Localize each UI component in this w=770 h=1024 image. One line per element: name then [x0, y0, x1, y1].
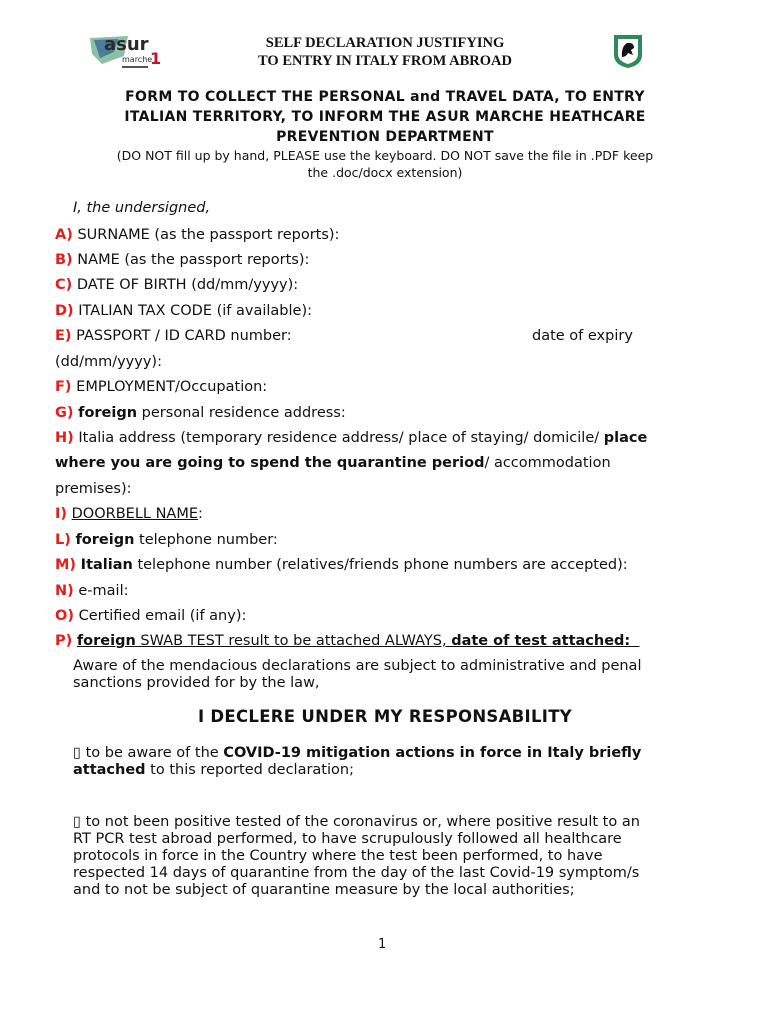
- field-letter: L): [55, 532, 71, 548]
- field-label: DOORBELL NAME: [71, 506, 199, 522]
- field-letter: O): [55, 608, 74, 624]
- field-label: date of expiry: [532, 328, 633, 344]
- declaration-item-1: ▯ to be aware of the COVID-19 mitigation actions in force in Italy briefly attached to this reported declaration;: [73, 745, 642, 778]
- field-doorbell-name[interactable]: [55, 504, 203, 524]
- region-shield-icon: [612, 33, 644, 69]
- field-label: PASSPORT / ID CARD number:: [76, 328, 292, 344]
- field-label: (dd/mm/yyyy):: [55, 354, 162, 370]
- note-line1: (DO NOT fill up by hand, PLEASE use the keyboard. DO NOT save the file in .PDF keep: [116, 148, 654, 163]
- field-surname[interactable]: [55, 225, 339, 245]
- form-title-line1: FORM TO COLLECT THE PERSONAL and TRAVEL DATA, TO ENTRY: [125, 89, 645, 105]
- field-label-bold: foreign: [78, 405, 138, 421]
- field-label: personal residence address:: [137, 405, 346, 421]
- field-label: / accommodation: [484, 455, 611, 471]
- field-letter: D): [55, 303, 74, 319]
- field-certified-email[interactable]: [55, 606, 246, 626]
- declaration-item-2: ▯ to not been positive tested of the coronavirus or, where positive result to an RT PCR test abroad performed, to have scrupulously followed all healthcare protocols in force in the Country where the test been performed, to have respected 14 days of quarantine from the day of the last Covid-19 symptom/s and to not be subject of quarantine measure by the local authorities;: [73, 814, 640, 898]
- field-label: e-mail:: [78, 583, 129, 599]
- document-header-title: [200, 34, 570, 70]
- field-italian-phone[interactable]: [55, 555, 628, 575]
- form-title: [70, 87, 700, 147]
- field-label: SWAB TEST result to be attached ALWAYS,: [135, 633, 452, 649]
- checkbox-icon[interactable]: ▯: [73, 745, 81, 761]
- aware-paragraph: [73, 658, 693, 692]
- field-italian-address-end: [55, 479, 132, 499]
- field-letter: M): [55, 557, 77, 573]
- asur-marche-logo: [88, 30, 162, 74]
- field-letter: H): [55, 430, 74, 446]
- field-letter: F): [55, 379, 72, 395]
- form-title-line3: PREVENTION DEPARTMENT: [276, 129, 494, 145]
- field-email[interactable]: [55, 581, 128, 601]
- field-label-bold: place: [603, 430, 648, 446]
- form-title-line2: ITALIAN TERRITORY, TO INFORM THE ASUR MARCHE HEATHCARE: [124, 109, 646, 125]
- declaration-heading: I DECLERE UNDER MY RESPONSABILITY: [197, 707, 573, 726]
- svg-text:1: 1: [150, 49, 162, 68]
- field-label: ITALIAN TAX CODE (if available):: [78, 303, 312, 319]
- field-employment[interactable]: [55, 377, 267, 397]
- field-letter: C): [55, 277, 73, 293]
- field-letter: E): [55, 328, 72, 344]
- header-title-line2: TO ENTRY IN ITALY FROM ABROAD: [258, 53, 512, 69]
- field-foreign-phone[interactable]: [55, 530, 278, 550]
- field-passport-number[interactable]: [55, 326, 292, 346]
- checkbox-icon[interactable]: ▯: [73, 814, 81, 830]
- field-letter: N): [55, 583, 74, 599]
- field-label-suffix: :: [198, 506, 203, 522]
- field-name[interactable]: [55, 250, 309, 270]
- field-letter: G): [55, 405, 74, 421]
- note-line2: the .doc/docx extension): [307, 165, 463, 180]
- field-letter: P): [55, 633, 73, 649]
- field-letter: A): [55, 227, 73, 243]
- field-label-bold: date of test attached:: [451, 633, 631, 649]
- field-label: Italia address (temporary residence address/ place of staying/ domicile/: [78, 430, 604, 446]
- field-label-bold: where you are going to spend the quarantine period: [55, 455, 485, 471]
- field-label-bold: Italian: [80, 557, 133, 573]
- field-italian-address[interactable]: [55, 428, 647, 448]
- field-label: NAME (as the passport reports):: [77, 252, 310, 268]
- field-swab-test[interactable]: [55, 631, 639, 651]
- field-label: Certified email (if any):: [78, 608, 247, 624]
- field-label-bold: foreign: [75, 532, 135, 548]
- field-label-bold: foreign: [76, 633, 136, 649]
- form-instructions-note: [70, 147, 700, 181]
- field-label: telephone number:: [134, 532, 278, 548]
- field-tax-code[interactable]: [55, 301, 312, 321]
- field-label: premises):: [55, 481, 132, 497]
- field-label: EMPLOYMENT/Occupation:: [76, 379, 268, 395]
- aware-line1: Aware of the mendacious declarations are subject to administrative and penal: [73, 658, 642, 674]
- field-letter: I): [55, 506, 68, 522]
- field-letter: B): [55, 252, 73, 268]
- aware-line2: sanctions provided for by the law,: [73, 675, 320, 691]
- field-date-of-birth[interactable]: [55, 275, 298, 295]
- svg-text:asur: asur: [104, 34, 149, 55]
- header-title-line1: SELF DECLARATION JUSTIFYING: [265, 35, 505, 51]
- field-label: telephone number (relatives/friends phone numbers are accepted):: [132, 557, 628, 573]
- field-label: SURNAME (as the passport reports):: [77, 227, 340, 243]
- svg-text:marche: marche: [122, 55, 153, 64]
- intro-text: I, the undersigned,: [73, 200, 211, 216]
- field-italian-address-cont: [55, 453, 611, 473]
- page-number: 1: [378, 937, 387, 952]
- field-date-of-expiry[interactable]: [532, 326, 633, 346]
- field-expiry-format: [55, 352, 162, 372]
- field-foreign-address[interactable]: [55, 403, 346, 423]
- field-label: DATE OF BIRTH (dd/mm/yyyy):: [76, 277, 299, 293]
